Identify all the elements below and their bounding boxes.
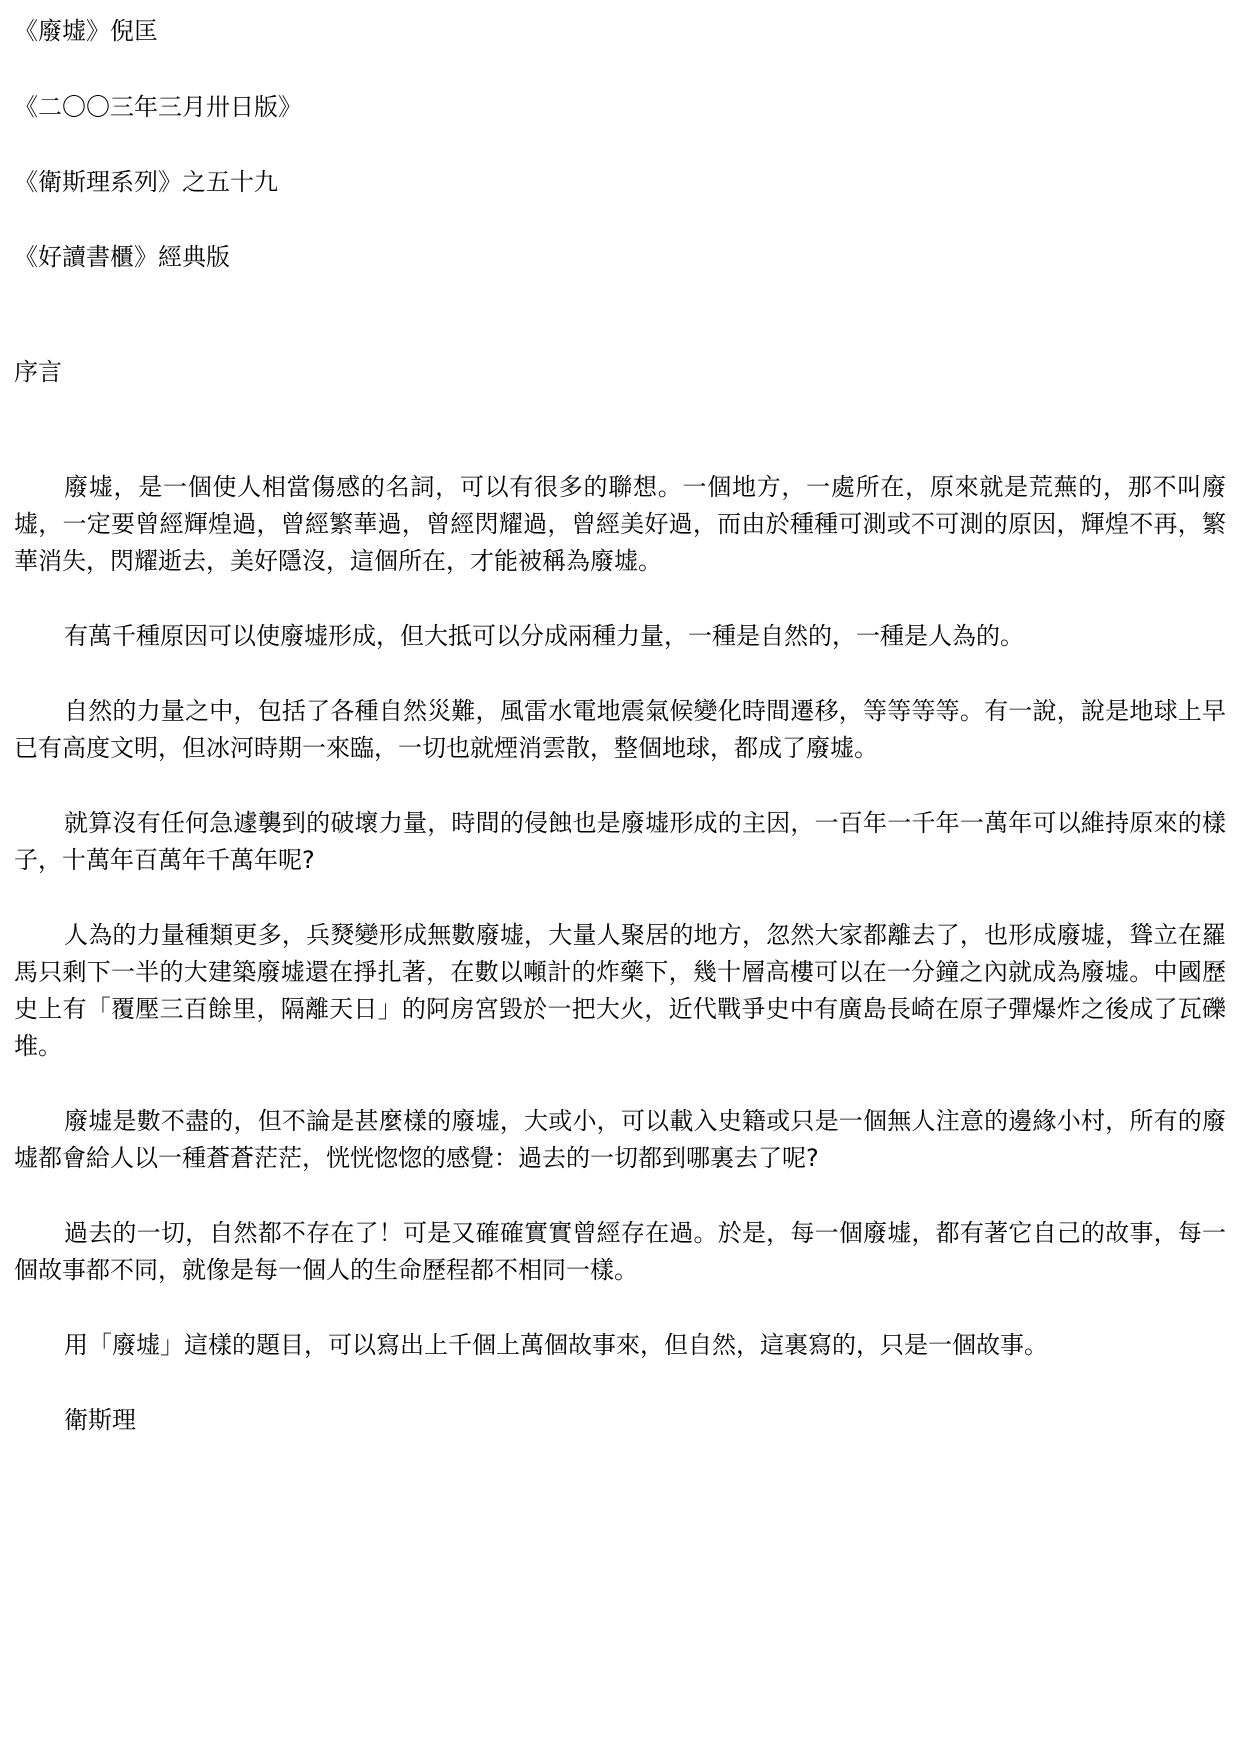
preface-paragraph: 有萬千種原因可以使廢墟形成，但大抵可以分成兩種力量，一種是自然的，一種是人為的。 bbox=[64, 622, 1024, 650]
preface-paragraph: 廢墟，是一個使人相當傷感的名詞，可以有很多的聯想。一個地方，一處所在，原來就是荒蕪的，那不叫廢墟，一定要曾經輝煌過，曾經繁華過，曾經閃耀過，曾經美好過，而由於種種可測或不可測的原因，輝煌不再，繁華消失，閃耀逝去，美好隱沒，這個所在，才能被稱為廢墟。 bbox=[14, 473, 1226, 575]
preface-paragraph: 自然的力量之中，包括了各種自然災難，風雷水電地震氣候變化時間遷移，等等等等。有一說，說是地球上早已有高度文明，但冰河時期一來臨，一切也就煙消雲散，整個地球，都成了廢墟。 bbox=[14, 697, 1226, 762]
book-title-line: 《廢墟》倪匡 bbox=[14, 17, 158, 45]
preface-paragraph: 人為的力量種類更多，兵燹變形成無數廢墟，大量人聚居的地方，忽然大家都離去了，也形成廢墟，聳立在羅馬只剩下一半的大建築廢墟還在掙扎著，在數以噸計的炸藥下，幾十層高樓可以在一分鐘之內就成為廢墟。中國歷史上有「覆壓三百餘里，隔離天日」的阿房宮毀於一把大火，近代戰爭史中有廣島長崎在原子彈爆炸之後成了瓦礫堆。 bbox=[14, 921, 1226, 1060]
publisher-line: 《好讀書櫃》經典版 bbox=[14, 243, 230, 271]
preface-paragraph: 用「廢墟」這樣的題目，可以寫出上千個上萬個故事來，但自然，這裏寫的，只是一個故事。 bbox=[64, 1331, 1048, 1359]
edition-line: 《二〇〇三年三月卅日版》 bbox=[14, 93, 302, 121]
series-line: 《衛斯理系列》之五十九 bbox=[14, 168, 278, 196]
preface-paragraph: 就算沒有任何急遽襲到的破壞力量，時間的侵蝕也是廢墟形成的主因，一百年一千年一萬年可以維持原來的樣子，十萬年百萬年千萬年呢? bbox=[14, 809, 1226, 874]
preface-body bbox=[14, 469, 1226, 1439]
preface-heading: 序言 bbox=[14, 358, 62, 386]
preface-paragraph: 過去的一切，自然都不存在了！可是又確確實實曾經存在過。於是，每一個廢墟，都有著它自己的故事，每一個故事都不同，就像是每一個人的生命歷程都不相同一樣。 bbox=[14, 1219, 1226, 1284]
author-signature: 衛斯理 bbox=[64, 1406, 136, 1434]
preface-paragraph: 廢墟是數不盡的，但不論是甚麼樣的廢墟，大或小，可以載入史籍或只是一個無人注意的邊緣小村，所有的廢墟都會給人以一種蒼蒼茫茫，恍恍惚惚的感覺：過去的一切都到哪裏去了呢? bbox=[14, 1107, 1226, 1172]
